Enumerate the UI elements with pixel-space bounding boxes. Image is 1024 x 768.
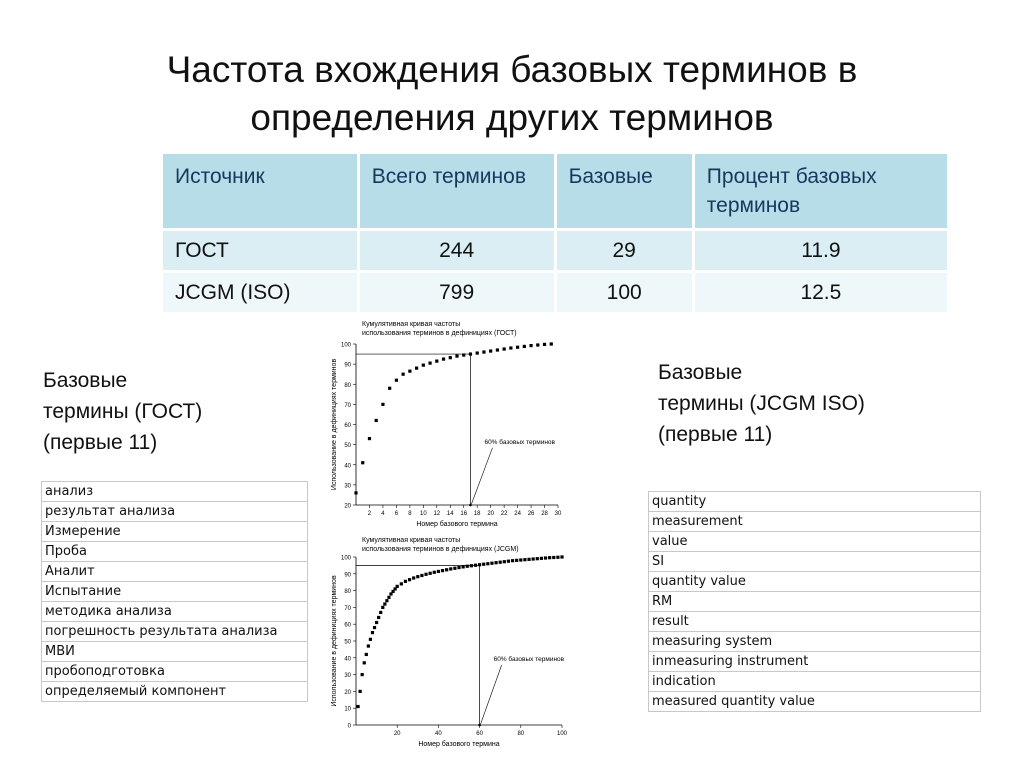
jcgm-heading-line-3: (первые 11): [658, 423, 773, 446]
y-tick-label: 0: [347, 723, 351, 730]
list-item: [42, 682, 308, 702]
annotation-pointer: [481, 665, 502, 724]
data-point: [424, 573, 427, 576]
term-cell: measured quantity value: [649, 692, 981, 712]
x-tick-label: 2: [367, 511, 372, 517]
list-item: [649, 532, 981, 552]
x-tick-label: 24: [514, 511, 521, 517]
list-item: [42, 662, 308, 682]
data-point: [404, 580, 407, 583]
data-point: [515, 559, 518, 562]
jcgm-heading-line-2: термины (JCGM ISO): [658, 392, 865, 415]
x-tick-label: 80: [517, 731, 525, 737]
data-point: [486, 562, 489, 565]
chart-title-line-1: Кумулятивная кривая частоты: [362, 537, 461, 544]
list-item: [42, 482, 308, 502]
list-item: [649, 692, 981, 712]
title-line-2: определения других терминов: [250, 97, 774, 138]
data-point: [442, 357, 445, 360]
y-tick-label: 20: [344, 689, 351, 696]
data-point: [383, 602, 386, 605]
data-point: [354, 491, 357, 494]
data-point: [449, 356, 452, 359]
list-item: [649, 652, 981, 672]
data-point: [550, 342, 553, 345]
term-cell: методика анализа: [42, 602, 308, 622]
y-tick-label: 30: [344, 673, 351, 680]
chart-title-line-2: использования терминов в дефинициях (ГОСТ): [362, 330, 517, 337]
data-point: [544, 556, 547, 559]
term-cell: Аналит: [42, 562, 308, 582]
annotation-marker: [478, 724, 481, 727]
gost-terms-heading: [43, 365, 202, 458]
term-cell: measurement: [649, 512, 981, 532]
gost-cumulative-chart: [322, 318, 584, 530]
data-point: [470, 564, 473, 567]
data-point: [529, 344, 532, 347]
cell-basic: 29: [555, 230, 693, 272]
header-percent: Процент базовых терминов: [693, 154, 947, 230]
data-point: [466, 565, 469, 568]
data-point: [482, 563, 485, 566]
x-tick-label: 20: [393, 731, 401, 737]
term-cell: SI: [649, 552, 981, 572]
summary-table: [163, 154, 947, 312]
y-tick-label: 100: [340, 342, 351, 349]
data-point: [373, 626, 376, 629]
x-tick-label: 18: [473, 511, 481, 517]
data-point: [387, 596, 390, 599]
data-point: [449, 567, 452, 570]
term-cell: RM: [649, 592, 981, 612]
data-point: [441, 569, 444, 572]
header-source: Источник: [163, 154, 358, 230]
table-row: [163, 230, 947, 272]
x-tick-label: 4: [381, 511, 385, 517]
list-item: [649, 572, 981, 592]
jcgm-terms-list: [648, 491, 981, 712]
list-item: [649, 552, 981, 572]
data-point: [507, 560, 510, 563]
data-point: [385, 599, 388, 602]
data-point: [375, 621, 378, 624]
list-item: [42, 522, 308, 542]
data-point: [536, 343, 539, 346]
gost-chart-svg: [322, 318, 584, 530]
y-tick-label: 90: [344, 362, 351, 369]
term-cell: определяемый компонент: [42, 682, 308, 702]
title-line-1: Частота вхождения базовых терминов в: [166, 49, 858, 90]
y-tick-label: 50: [344, 639, 351, 646]
term-cell: пробоподготовка: [42, 662, 308, 682]
y-tick-label: 40: [344, 656, 351, 663]
data-point: [356, 705, 359, 708]
x-tick-label: 16: [460, 511, 468, 517]
x-tick-label: 20: [487, 511, 495, 517]
data-point: [437, 570, 440, 573]
term-cell: анализ: [42, 482, 308, 502]
data-point: [469, 352, 472, 355]
data-point: [435, 360, 438, 363]
data-point: [416, 575, 419, 578]
data-point: [474, 564, 477, 567]
data-point: [396, 585, 399, 588]
jcgm-heading-line-1: Базовые: [658, 361, 743, 384]
y-tick-label: 90: [344, 572, 351, 579]
data-point: [400, 582, 403, 585]
gost-heading-line-2: термины (ГОСТ): [43, 400, 203, 423]
term-cell: Испытание: [42, 582, 308, 602]
y-tick-label: 50: [344, 443, 351, 450]
page-title: [60, 46, 964, 142]
data-point: [543, 343, 546, 346]
annotation-label: 60% базовых терминов: [484, 438, 555, 446]
data-point: [457, 566, 460, 569]
x-tick-label: 100: [556, 731, 568, 737]
data-point: [503, 560, 506, 563]
x-axis-label: Номер базового термина: [418, 741, 500, 748]
data-point: [532, 557, 535, 560]
data-point: [523, 558, 526, 561]
list-item: [42, 582, 308, 602]
y-tick-label: 80: [344, 589, 351, 596]
data-point: [379, 611, 382, 614]
data-point: [523, 345, 526, 348]
term-cell: result: [649, 612, 981, 632]
data-point: [361, 461, 364, 464]
table-row: [163, 272, 947, 313]
y-tick-label: 70: [344, 605, 351, 612]
cell-basic: 100: [555, 272, 693, 313]
x-tick-label: 40: [435, 731, 442, 737]
data-point: [412, 576, 415, 579]
y-tick-label: 20: [344, 503, 351, 510]
summary-header-row: [163, 154, 947, 230]
list-item: [42, 622, 308, 642]
data-point: [476, 351, 479, 354]
list-item: [42, 642, 308, 662]
y-tick-label: 40: [344, 463, 351, 470]
data-point: [540, 557, 543, 560]
data-point: [363, 661, 366, 664]
y-tick-label: 60: [344, 423, 351, 429]
term-cell: inmeasuring instrument: [649, 652, 981, 672]
term-cell: Проба: [42, 542, 308, 562]
chart-title-line-2: использования терминов в дефинициях (JCGM): [362, 546, 519, 553]
x-tick-label: 60: [476, 731, 483, 737]
data-point: [375, 419, 378, 422]
data-point: [462, 565, 465, 568]
term-cell: Измерение: [42, 522, 308, 542]
data-point: [408, 370, 411, 373]
data-point: [482, 350, 485, 353]
data-point: [402, 373, 405, 376]
cell-percent: 11.9: [693, 230, 947, 272]
data-point: [556, 556, 559, 559]
cell-total: 244: [358, 230, 555, 272]
list-item: [649, 512, 981, 532]
data-point: [369, 638, 372, 641]
term-cell: quantity value: [649, 572, 981, 592]
jcgm-terms-heading: [658, 357, 865, 450]
data-point: [560, 555, 563, 558]
data-point: [371, 631, 374, 634]
data-point: [429, 572, 432, 575]
list-item: [649, 492, 981, 512]
term-cell: погрешность результата анализа: [42, 622, 308, 642]
term-cell: результат анализа: [42, 502, 308, 522]
header-basic: Базовые: [555, 154, 693, 230]
x-tick-label: 8: [408, 511, 412, 517]
cell-total: 799: [358, 272, 555, 313]
data-point: [462, 353, 465, 356]
jcgm-chart-svg: [322, 534, 584, 754]
x-axis-label: Номер базового термина: [416, 521, 498, 528]
x-tick-label: 26: [527, 511, 535, 517]
data-point: [536, 557, 539, 560]
y-tick-label: 10: [344, 706, 351, 713]
y-tick-label: 60: [344, 622, 351, 629]
data-point: [478, 563, 481, 566]
cell-source: JCGM (ISO): [163, 272, 358, 313]
data-point: [516, 346, 519, 349]
data-point: [408, 578, 411, 581]
list-item: [42, 602, 308, 622]
data-point: [388, 387, 391, 390]
x-tick-label: 28: [541, 511, 548, 517]
data-point: [381, 606, 384, 609]
data-point: [368, 437, 371, 440]
jcgm-cumulative-chart: [322, 534, 584, 754]
data-point: [365, 653, 368, 656]
x-tick-label: 30: [554, 511, 562, 517]
data-point: [361, 673, 364, 676]
term-cell: indication: [649, 672, 981, 692]
data-point: [489, 349, 492, 352]
data-point: [548, 556, 551, 559]
data-point: [453, 567, 456, 570]
data-point: [509, 346, 512, 349]
cell-source: ГОСТ: [163, 230, 358, 272]
list-item: [649, 632, 981, 652]
gost-heading-line-3: (первые 11): [43, 431, 158, 454]
data-point: [552, 556, 555, 559]
term-cell: value: [649, 532, 981, 552]
data-point: [494, 561, 497, 564]
data-point: [527, 558, 530, 561]
y-axis-label: Использование в дефинициях терминов: [331, 358, 338, 491]
list-item: [42, 502, 308, 522]
annotation-marker: [469, 504, 472, 507]
data-point: [381, 403, 384, 406]
header-total: Всего терминов: [358, 154, 555, 230]
x-tick-label: 22: [500, 511, 508, 517]
data-point: [455, 354, 458, 357]
y-axis-label: Использование в дефинициях терминов: [331, 575, 338, 707]
data-point: [499, 561, 502, 564]
y-tick-label: 70: [344, 402, 351, 409]
x-tick-label: 12: [433, 511, 441, 517]
data-point: [415, 367, 418, 370]
annotation-label: 60% базовых терминов: [493, 656, 565, 664]
cell-percent: 12.5: [693, 272, 947, 313]
x-tick-label: 10: [419, 511, 427, 517]
data-point: [445, 568, 448, 571]
term-cell: measuring system: [649, 632, 981, 652]
data-point: [433, 571, 436, 574]
data-point: [428, 362, 431, 365]
list-item: [649, 672, 981, 692]
term-cell: quantity: [649, 492, 981, 512]
x-tick-label: 6: [394, 511, 399, 517]
data-point: [420, 574, 423, 577]
list-item: [42, 542, 308, 562]
y-tick-label: 100: [340, 555, 351, 562]
term-cell: МВИ: [42, 642, 308, 662]
gost-terms-list: [41, 481, 308, 702]
y-tick-label: 80: [344, 382, 351, 389]
data-point: [519, 558, 522, 561]
y-tick-label: 30: [344, 483, 351, 490]
data-point: [490, 562, 493, 565]
gost-heading-line-1: Базовые: [43, 369, 128, 392]
data-point: [359, 690, 362, 693]
data-point: [503, 347, 506, 350]
data-point: [377, 616, 380, 619]
data-point: [496, 348, 499, 351]
data-point: [367, 644, 370, 647]
data-point: [511, 559, 514, 562]
list-item: [649, 592, 981, 612]
chart-title-line-1: Кумулятивная кривая частоты: [362, 321, 461, 328]
data-point: [395, 379, 398, 382]
annotation-pointer: [471, 448, 492, 504]
data-point: [422, 364, 425, 367]
list-item: [42, 562, 308, 582]
x-tick-label: 14: [446, 511, 454, 517]
list-item: [649, 612, 981, 632]
